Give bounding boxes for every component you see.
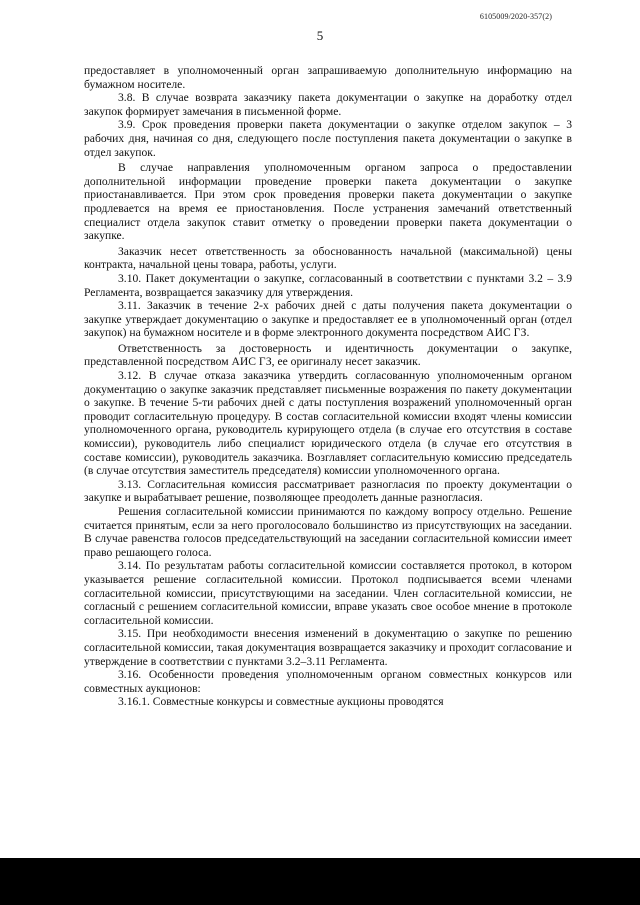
paragraph: 3.12. В случае отказа заказчика утвердить согласованную уполномоченным органом документацию о закупке заказчик представляет письменные возражения по пакету документации о закупке. В течение 5-ти рабочих дней с даты поступления возражений уполномоченный орган проводит согласительную процедуру. В состав согласительной комиссии входят члены комиссии уполномоченного органа, руководитель курирующего отдела (в случае его отсутствия в составе комиссии), руководитель либо специалист юридического отдела (в случае его отсутствия в составе комиссии), руководитель заказчика. Возглавляет согласительную комиссию председатель (в случае отсутствия заместитель председателя) комиссии уполномоченного органа. xyxy=(84,369,572,478)
page-number: 5 xyxy=(316,28,324,43)
document-code: 6105009/2020-357(2) xyxy=(479,12,552,21)
paragraph: 3.8. В случае возврата заказчику пакета документации о закупке на доработку отдел закупок формирует замечания в письменной форме. xyxy=(84,91,572,118)
scan-bottom-border xyxy=(0,858,640,905)
paragraph: предоставляет в уполномоченный орган запрашиваемую дополнительную информацию на бумажном носителе. xyxy=(84,64,572,91)
paragraph: Заказчик несет ответственность за обоснованность начальной (максимальной) цены контракта, начальной цены товара, работы, услуги. xyxy=(84,244,572,272)
paragraph: 3.11. Заказчик в течение 2-х рабочих дней с даты получения пакета документации о закупке утверждает документацию о закупке и предоставляет ее в уполномоченный орган (отдел закупок) на бумажном носителе и в форме электронного документа посредством АИС ГЗ. xyxy=(84,299,572,340)
paragraph: 3.15. При необходимости внесения изменений в документацию о закупке по решению согласительной комиссии, такая документация возвращается заказчику и проходит согласование и утверждение в соответствии с пунктами 3.2–3.11 Регламента. xyxy=(84,627,572,668)
paragraph: 3.10. Пакет документации о закупке, согласованный в соответствии с пунктами 3.2 – 3.9 Регламента, возвращается заказчику для утверждения. xyxy=(84,271,572,299)
paragraph: Решения согласительной комиссии принимаются по каждому вопросу отдельно. Решение считается принятым, если за него проголосовало большинство из присутствующих на заседании. В случае равенства голосов председательствующий на заседании согласительной комиссии имеет право решающего голоса. xyxy=(84,505,572,559)
paragraph: В случае направления уполномоченным органом запроса о предоставлении дополнительной информации проведение проверки пакета документации о закупке приостанавливается. При этом срок проведения проверки пакета документации о закупке продлевается на время ее приостановления. После устранения замечаний ответственный специалист отдела закупок ставит отметку о проведении проверки пакета документации о закупке. xyxy=(84,161,572,243)
document-body xyxy=(84,64,572,709)
paragraph: 3.16. Особенности проведения уполномоченным органом совместных конкурсов или совместных аукционов: xyxy=(84,668,572,695)
paragraph: 3.16.1. Совместные конкурсы и совместные аукционы проводятся xyxy=(118,695,444,709)
paragraph: 3.14. По результатам работы согласительной комиссии составляется протокол, в котором указывается решение согласительной комиссии. Протокол подписывается всеми членами согласительной комиссии, присутствующими на заседании. Член согласительной комиссии, не согласный с решением согласительной комиссии, вправе указать свое особое мнение в протоколе согласительной комиссии. xyxy=(84,559,572,627)
paragraph: 3.13. Согласительная комиссия рассматривает разногласия по проекту документации о закупке и вырабатывает решение, позволяющее преодолеть данные разногласия. xyxy=(84,477,572,505)
paragraph: Ответственность за достоверность и идентичность документации о закупке, представленной посредством АИС ГЗ, ее оригиналу несет заказчик. xyxy=(84,341,572,369)
paragraph: 3.9. Срок проведения проверки пакета документации о закупке отделом закупок – 3 рабочих дня, начиная со дня, следующего после поступления пакета документации о закупке в отдел закупок. xyxy=(84,118,572,159)
